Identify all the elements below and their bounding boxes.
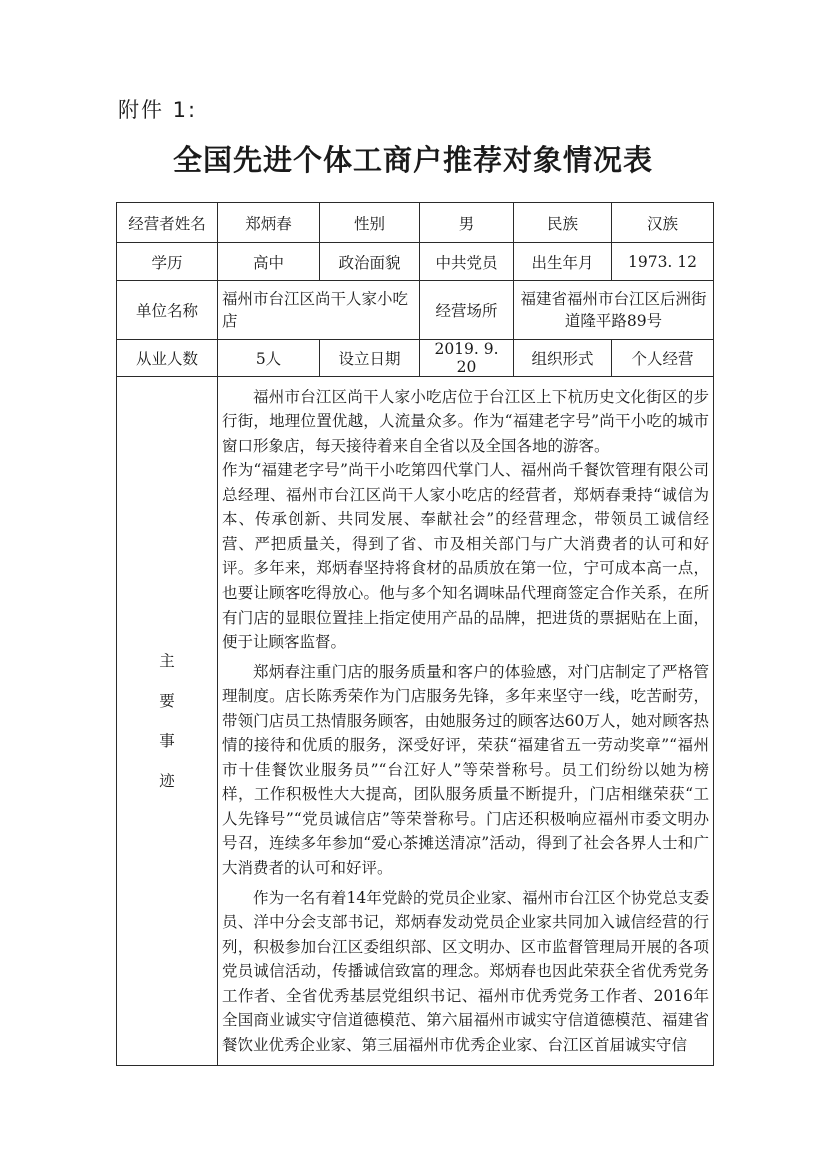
main-deeds-content [218, 377, 714, 1066]
annex-label: 附件 1: [118, 98, 198, 122]
gender-value: 男 [420, 203, 514, 243]
main-deeds-char: 要 [159, 692, 175, 710]
ethnicity-value: 汉族 [612, 203, 714, 243]
table-row [117, 281, 714, 340]
main-deeds-label [117, 377, 218, 1066]
main-deeds-char: 事 [159, 732, 175, 750]
main-deeds-char: 主 [159, 652, 175, 670]
employees-label: 从业人数 [117, 340, 218, 377]
gender-label: 性别 [320, 203, 420, 243]
unit-name-value: 福州市台江区尚干人家小吃店 [218, 281, 420, 340]
table-row [117, 203, 714, 243]
org-form-value: 个人经营 [612, 340, 714, 377]
unit-name-label: 单位名称 [117, 281, 218, 340]
deeds-paragraph: 福州市台江区尚干人家小吃店位于台江区上下杭历史文化街区的步行街，地理位置优越，人流量众多。作为“福建老字号”尚干小吃的城市窗口形象店，每天接待着来自全省以及全国各地的游客。 [222, 387, 709, 455]
birth-value: 1973. 12 [612, 243, 714, 281]
education-value: 高中 [218, 243, 320, 281]
political-status-label: 政治面貌 [320, 243, 420, 281]
recommendation-table [116, 202, 714, 1066]
deeds-paragraph: 郑炳春注重门店的服务质量和客户的体验感，对门店制定了严格管理制度。店长陈秀荣作为门店服务先锋，多年来坚守一线，吃苦耐劳，带领门店员工热情服务顾客，由她服务过的顾客达60万人，她对顾客热情的接待和优质的服务，深受好评，荣获“福建省五一劳动奖章”“福州市十佳餐饮业服务员”“台江好人”等荣誉称号。员工们纷纷以她为榜样，工作积极性大大提高，团队服务质量不断提升，门店相继荣获“工人先锋号”“党员诚信店”等荣誉称号。门店还积极响应福州市委文明办号召，连续多年参加“爱心茶摊送清凉”活动，得到了社会各界人士和广大消费者的认可和好评。 [222, 662, 709, 877]
operator-name-value: 郑炳春 [218, 203, 320, 243]
operator-name-label: 经营者姓名 [117, 203, 218, 243]
org-form-label: 组织形式 [514, 340, 612, 377]
established-label: 设立日期 [320, 340, 420, 377]
established-value: 2019. 9. 20 [420, 340, 514, 377]
table-row [117, 340, 714, 377]
main-deeds-char: 迹 [159, 772, 175, 790]
birth-label: 出生年月 [514, 243, 612, 281]
table-row [117, 243, 714, 281]
employees-value: 5人 [218, 340, 320, 377]
political-status-value: 中共党员 [420, 243, 514, 281]
education-label: 学历 [117, 243, 218, 281]
business-place-label: 经营场所 [420, 281, 514, 340]
deeds-paragraph: 作为“福建老字号”尚干小吃第四代掌门人、福州尚千餐饮管理有限公司总经理、福州市台江区尚干人家小吃店的经营者，郑炳春秉持“诚信为本、传承创新、共同发展、奉献社会”的经营理念，带领员工诚信经营、严把质量关，得到了省、市及相关部门与广大消费者的认可和好评。多年来，郑炳春坚持将食材的品质放在第一位，宁可成本高一点，也要让顾客吃得放心。他与多个知名调味品代理商签定合作关系，在所有门店的显眼位置挂上指定使用产品的品牌，把进货的票据贴在上面，便于让顾客监督。 [222, 461, 709, 652]
ethnicity-label: 民族 [514, 203, 612, 243]
document-title: 全国先进个体工商户推荐对象情况表 [172, 143, 653, 177]
business-place-value: 福建省福州市台江区后洲街道隆平路89号 [514, 281, 714, 340]
table-row [117, 377, 714, 1066]
deeds-paragraph: 作为一名有着14年党龄的党员企业家、福州市台江区个协党总支委员、洋中分会支部书记，郑炳春发动党员企业家共同加入诚信经营的行列，积极参加台江区委组织部、区文明办、区市监督管理局开展的各项党员诚信活动，传播诚信致富的理念。郑炳春也因此荣获全省优秀党务工作者、全省优秀基层党组织书记、福州市优秀党务工作者、2016年全国商业诚实守信道德模范、第六届福州市诚实守信道德模范、福建省餐饮业优秀企业家、第三届福州市优秀企业家、台江区首届诚实守信 [222, 888, 709, 1054]
